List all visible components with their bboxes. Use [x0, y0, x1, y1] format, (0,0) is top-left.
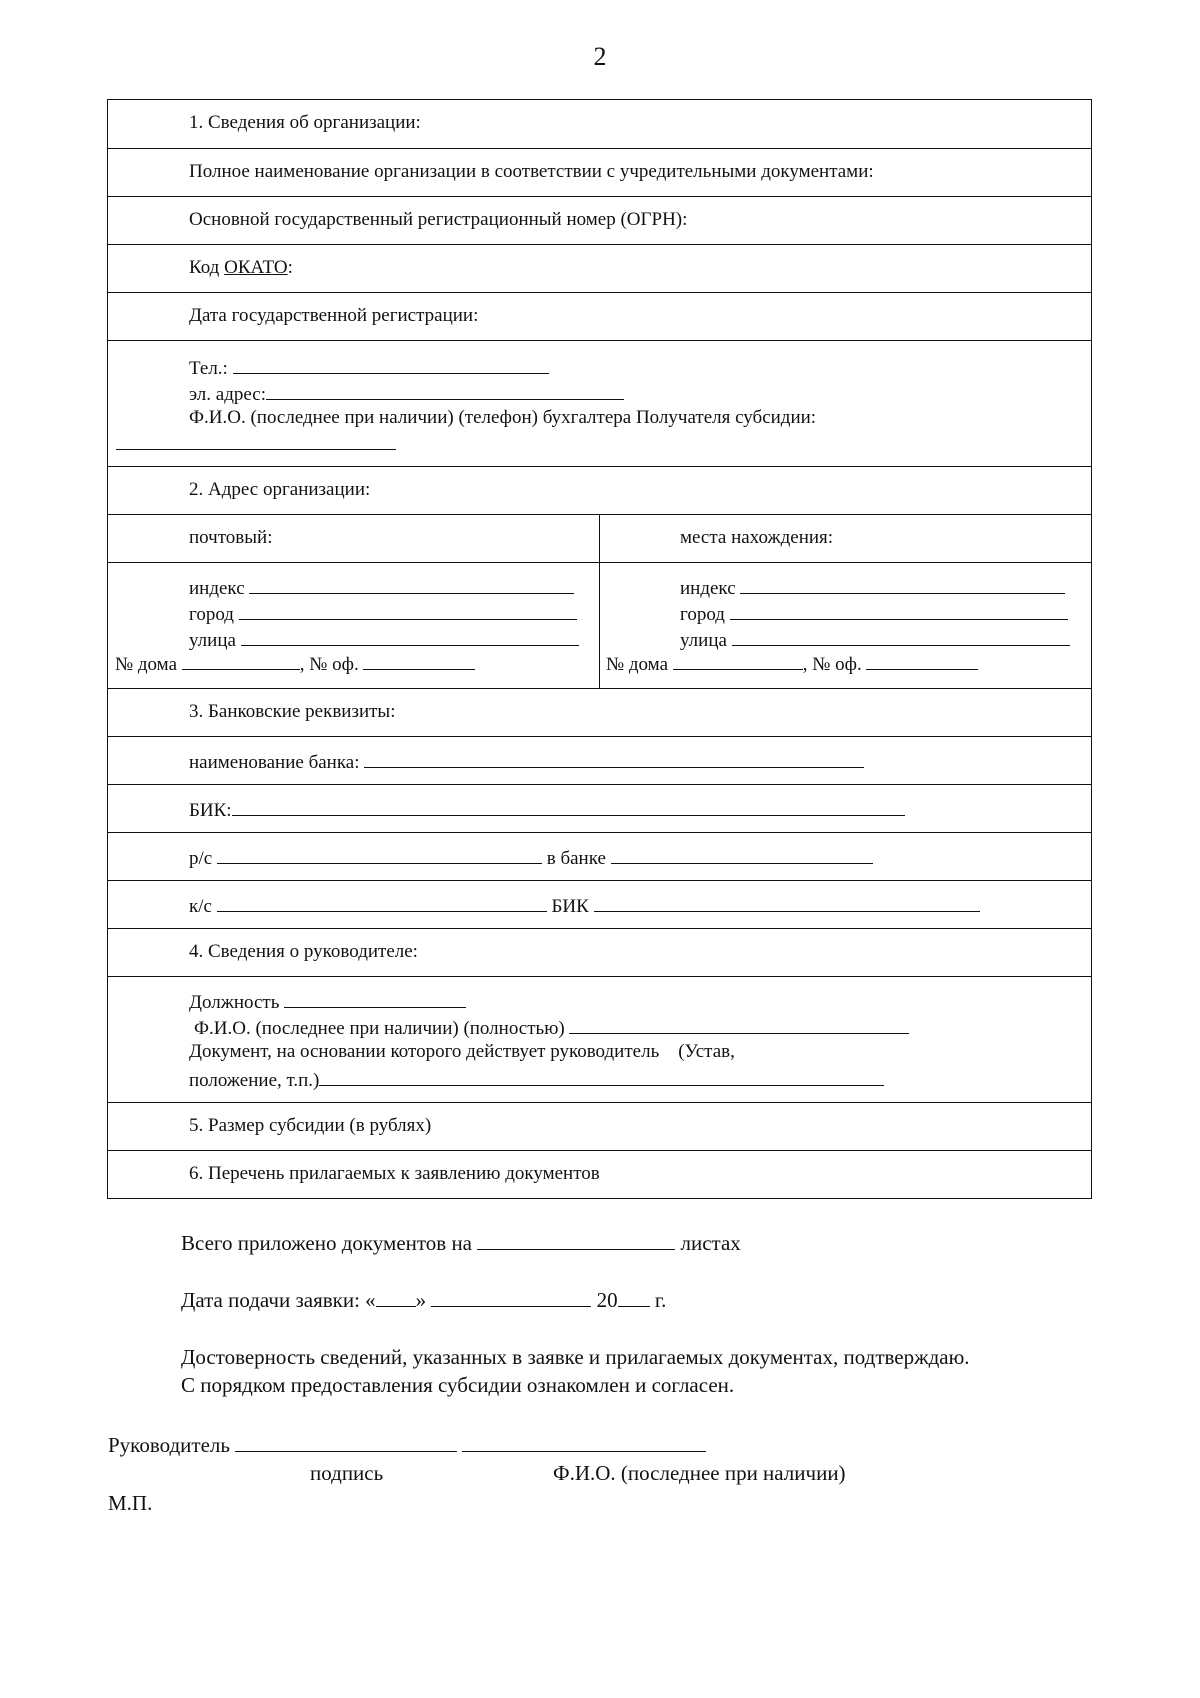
month-line — [431, 1288, 591, 1307]
section2-title: 2. Адрес организации: — [189, 479, 371, 500]
signature-line — [235, 1433, 457, 1452]
postal-office-line — [363, 651, 475, 670]
ks-label: к/с — [189, 896, 212, 917]
section6-title: 6. Перечень прилагаемых к заявлению документов — [189, 1163, 600, 1184]
postal-street-line — [241, 627, 579, 646]
location-city-line — [730, 601, 1068, 620]
location-office-label: , № оф. — [802, 654, 862, 675]
section6-title-row — [108, 1150, 1091, 1198]
okato-label — [189, 257, 293, 279]
bank-name-line — [364, 749, 864, 768]
postal-index-label: индекс — [189, 578, 245, 599]
fio-caption: Ф.И.О. (последнее при наличии) — [553, 1461, 846, 1485]
day-line — [376, 1288, 416, 1307]
stamp-label: М.П. — [108, 1491, 153, 1515]
location-city-label: город — [680, 604, 725, 625]
ogrn-label: Основной государственный регистрационный номер (ОГРН): — [189, 209, 688, 230]
location-office-line — [866, 651, 978, 670]
director-fio-field[interactable] — [194, 1015, 909, 1040]
postal-header-cell — [108, 515, 599, 562]
bank-name-field[interactable] — [189, 749, 864, 774]
okato-prefix: Код — [189, 257, 225, 278]
phone-line — [233, 355, 549, 374]
total-docs-label: Всего приложено документов на — [181, 1231, 473, 1255]
page-number: 2 — [593, 42, 607, 71]
postal-index-field[interactable] — [189, 575, 574, 600]
accountant-field[interactable] — [116, 431, 396, 456]
location-street-line — [732, 627, 1070, 646]
signature-fio-line — [462, 1433, 706, 1452]
location-house-label: № дома — [606, 654, 669, 675]
postal-address-cell — [108, 563, 599, 688]
location-label: места нахождения: — [680, 527, 834, 548]
location-house-line — [673, 651, 803, 670]
postal-house-field[interactable] — [115, 651, 475, 676]
location-address-cell — [599, 563, 1091, 688]
total-docs-line — [477, 1231, 675, 1250]
in-bank-line — [611, 845, 873, 864]
location-street-label: улица — [680, 630, 727, 651]
bank-name-label: наименование банка: — [189, 752, 360, 773]
rs-field[interactable] — [189, 845, 873, 870]
full-name-row — [108, 148, 1091, 196]
director-signature-field[interactable] — [108, 1433, 706, 1458]
application-form-table — [107, 99, 1092, 1199]
year-suffix: г. — [654, 1288, 667, 1312]
address-fields-row — [108, 562, 1091, 688]
postal-city-label: город — [189, 604, 234, 625]
sheets-label: листах — [680, 1231, 741, 1255]
rs-line — [217, 845, 542, 864]
confirm-line-1: Достоверность сведений, указанных в заявке и прилагаемых документах, подтверждаю. — [181, 1345, 970, 1369]
section2-title-row — [108, 466, 1091, 514]
rs-row — [108, 832, 1091, 880]
location-house-field[interactable] — [606, 651, 978, 676]
email-line — [266, 381, 624, 400]
okato-row — [108, 244, 1091, 292]
section3-title-row — [108, 688, 1091, 736]
section1-title: 1. Сведения об организации: — [189, 112, 421, 133]
location-index-line — [740, 575, 1065, 594]
document-hint: (Устав, — [678, 1041, 735, 1062]
location-index-field[interactable] — [680, 575, 1065, 600]
ks-line — [217, 893, 547, 912]
position-line — [284, 989, 466, 1008]
email-field[interactable] — [189, 381, 624, 406]
document-hint2: положение, т.п.) — [189, 1070, 320, 1091]
location-street-field[interactable] — [680, 627, 1070, 652]
location-city-field[interactable] — [680, 601, 1068, 626]
date-close: » — [415, 1288, 427, 1312]
bik-field[interactable] — [189, 797, 905, 822]
section4-title-row — [108, 928, 1091, 976]
location-index-label: индекс — [680, 578, 736, 599]
year-prefix: 20 — [596, 1288, 618, 1312]
bik-row — [108, 784, 1091, 832]
postal-street-field[interactable] — [189, 627, 579, 652]
accountant-label: Ф.И.О. (последнее при наличии) (телефон) бухгалтера Получателя субсидии: — [189, 407, 817, 428]
reg-date-row — [108, 292, 1091, 340]
ks-row — [108, 880, 1091, 928]
confirm-line-2: С порядком предоставления субсидии ознакомлен и согласен. — [181, 1373, 735, 1397]
director-fio-line — [569, 1015, 909, 1034]
section1-title-row — [108, 100, 1091, 148]
ks-field[interactable] — [189, 893, 980, 918]
document-label-line — [189, 1041, 735, 1063]
bik-label: БИК: — [189, 800, 232, 821]
date-label: Дата подачи заявки: « — [181, 1288, 376, 1312]
bik2-line — [594, 893, 980, 912]
reg-date-label: Дата государственной регистрации: — [189, 305, 479, 326]
okato-link[interactable]: ОКАТО — [224, 257, 288, 278]
postal-house-line — [182, 651, 300, 670]
ogrn-row — [108, 196, 1091, 244]
director-fio-label: Ф.И.О. (последнее при наличии) (полностью) — [194, 1018, 565, 1039]
bik2-label: БИК — [551, 896, 589, 917]
email-label: эл. адрес: — [189, 384, 267, 405]
full-name-label: Полное наименование организации в соответствии с учредительными документами: — [189, 161, 874, 182]
section5-title-row — [108, 1102, 1091, 1150]
postal-city-line — [239, 601, 577, 620]
position-label: Должность — [189, 992, 280, 1013]
bik-line — [232, 797, 905, 816]
location-header-cell — [599, 515, 1091, 562]
postal-label: почтовый: — [189, 527, 273, 548]
in-bank-label: в банке — [546, 848, 606, 869]
postal-street-label: улица — [189, 630, 236, 651]
director-label: Руководитель — [108, 1433, 230, 1457]
bank-name-row — [108, 736, 1091, 784]
document-field[interactable] — [189, 1067, 884, 1092]
document-line — [319, 1067, 884, 1086]
contacts-row — [108, 340, 1091, 466]
section5-title: 5. Размер субсидии (в рублях) — [189, 1115, 432, 1136]
phone-field[interactable] — [189, 355, 549, 380]
total-docs-field[interactable] — [181, 1231, 741, 1256]
rs-label: р/с — [189, 848, 213, 869]
section4-title: 4. Сведения о руководителе: — [189, 941, 418, 962]
director-row — [108, 976, 1091, 1102]
okato-suffix: : — [287, 257, 293, 278]
section3-title: 3. Банковские реквизиты: — [189, 701, 396, 722]
postal-house-label: № дома — [115, 654, 178, 675]
document-label: Документ, на основании которого действует руководитель — [189, 1041, 660, 1062]
postal-city-field[interactable] — [189, 601, 577, 626]
phone-label: Тел.: — [189, 358, 228, 379]
year-line — [618, 1288, 650, 1307]
postal-index-line — [249, 575, 574, 594]
date-field[interactable] — [181, 1288, 666, 1313]
signature-caption: подпись — [310, 1461, 384, 1485]
address-type-row — [108, 514, 1091, 562]
position-field[interactable] — [189, 989, 466, 1014]
accountant-line — [116, 431, 396, 450]
postal-office-label: , № оф. — [299, 654, 359, 675]
